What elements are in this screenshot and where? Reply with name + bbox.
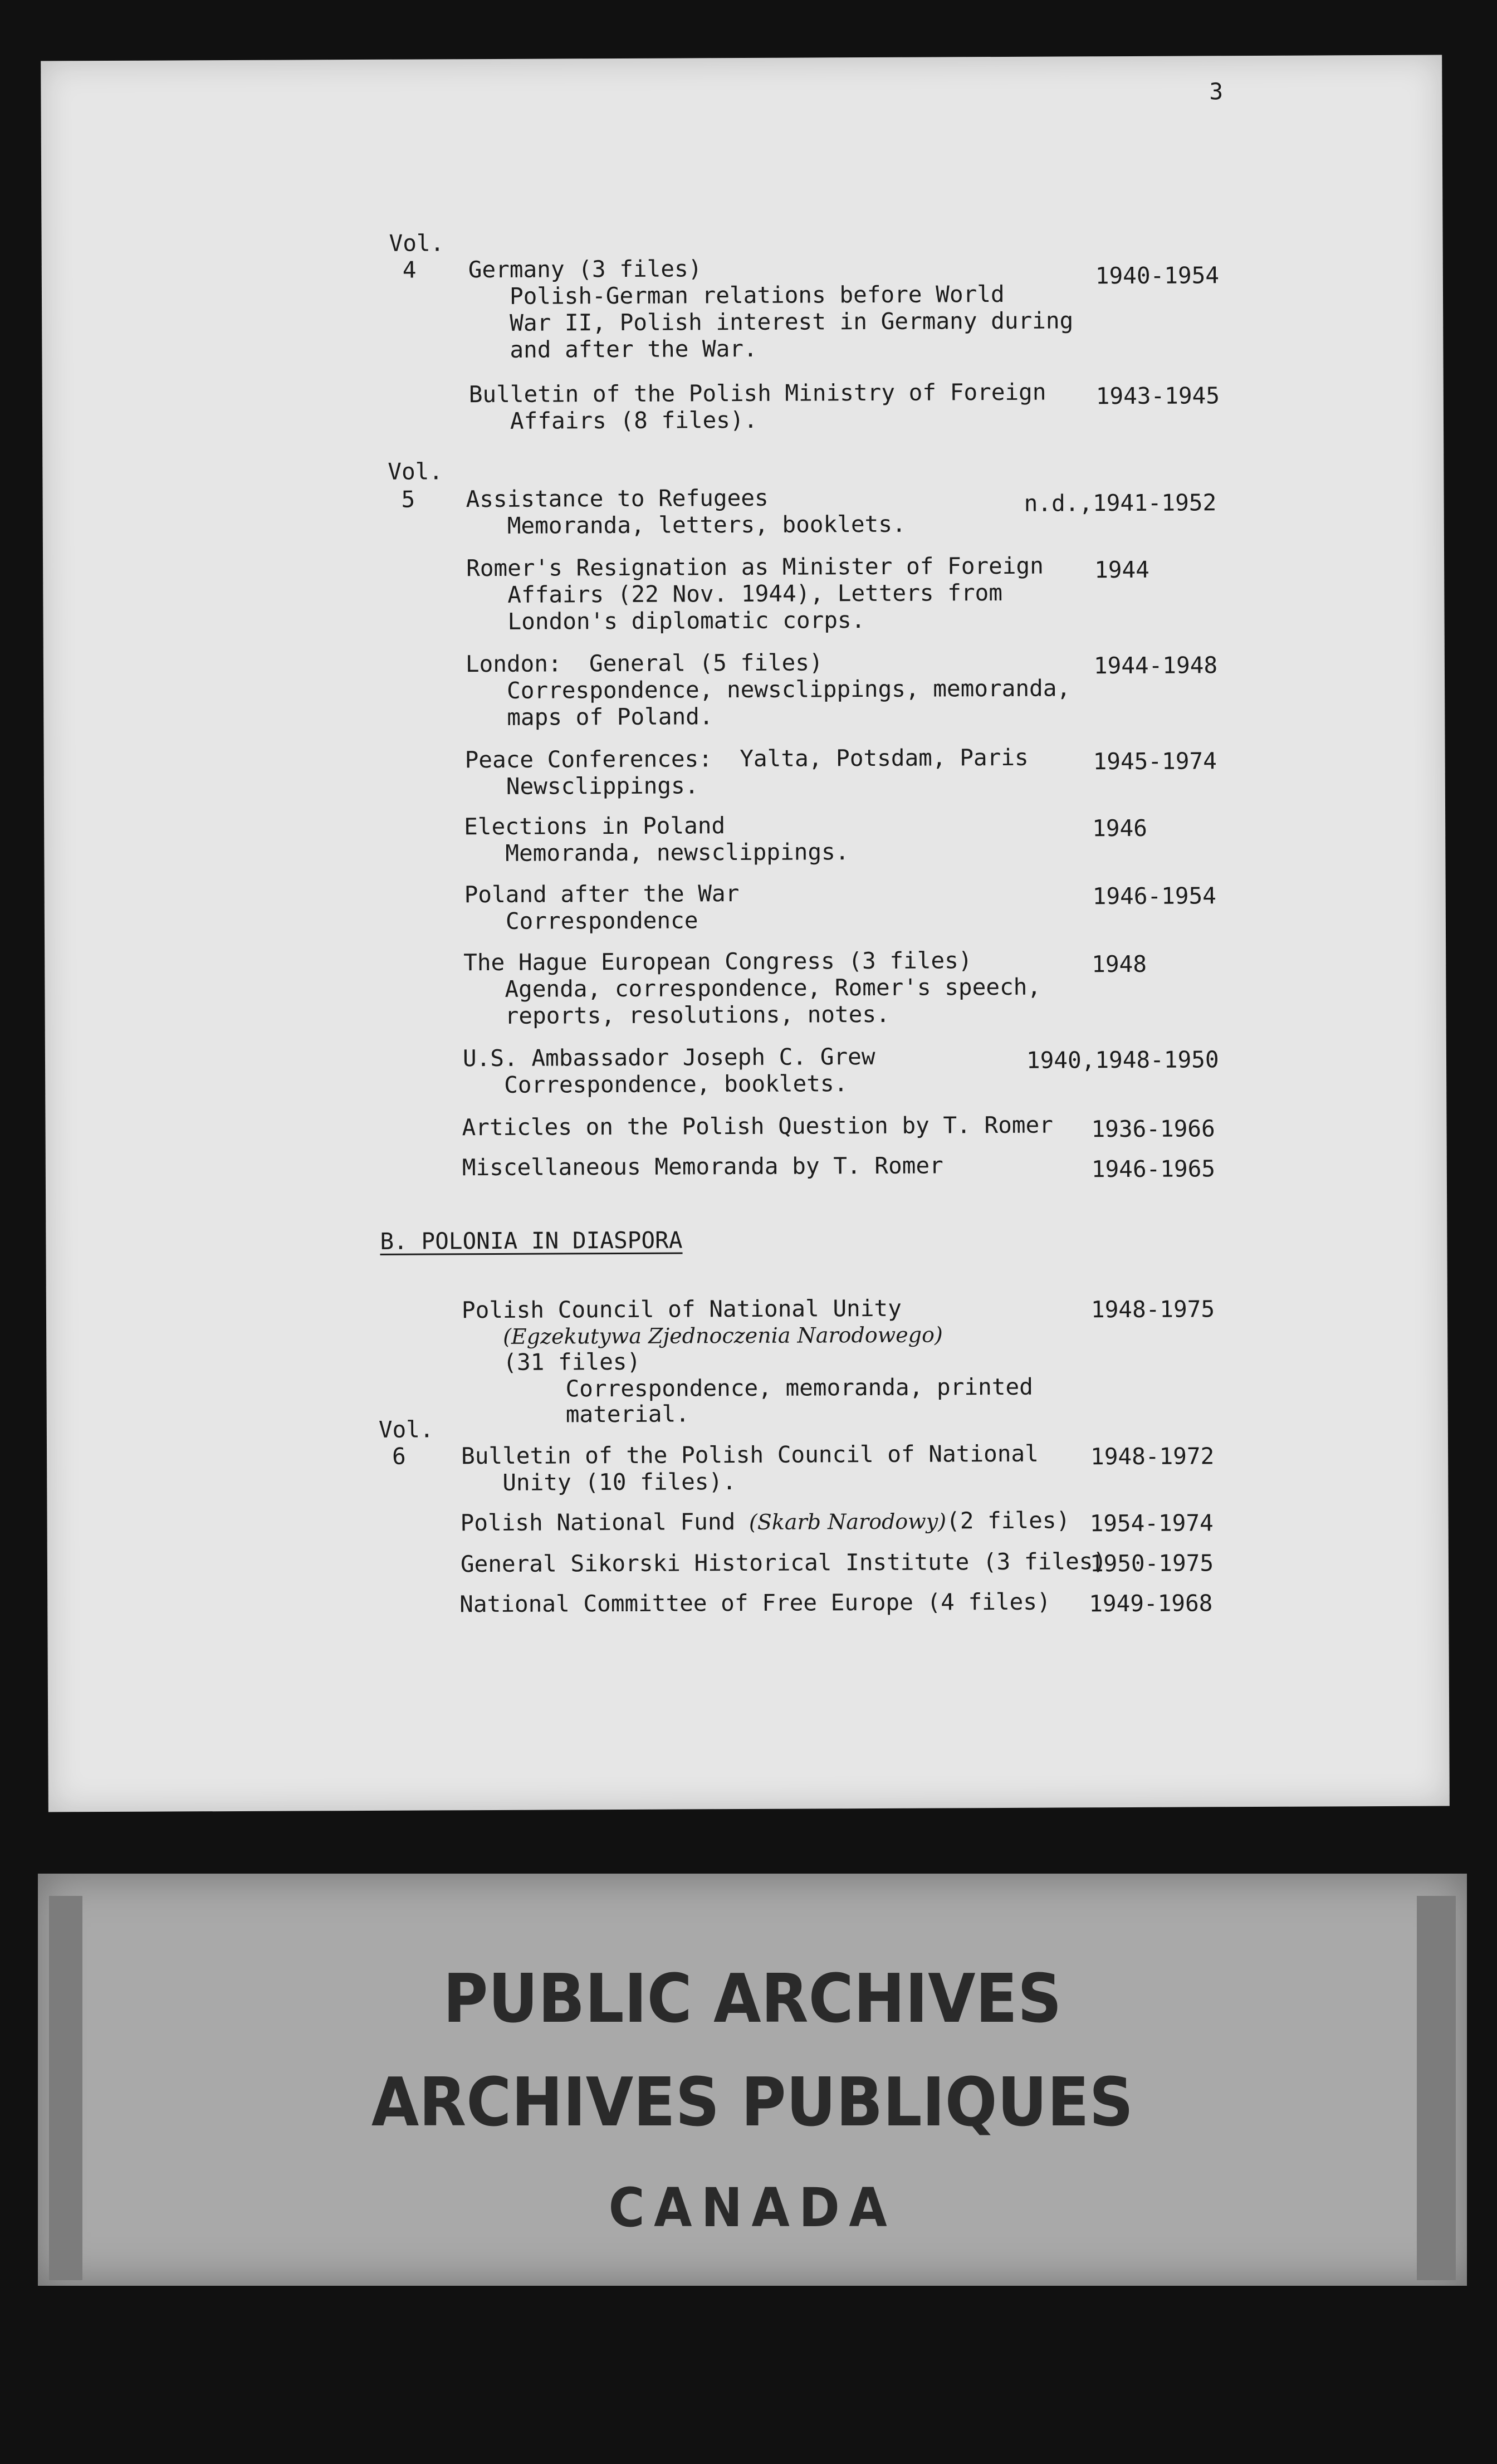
entry-description: War II, Polish interest in Germany during [510, 307, 1074, 336]
entry-description: Correspondence, memoranda, printed [565, 1373, 1033, 1402]
stamp-left-edge [49, 1896, 82, 2280]
entry-title: Poland after the War [464, 880, 740, 908]
stamp-line-country: CANADA [608, 2177, 897, 2239]
entry-title: Elections in Poland [464, 812, 726, 840]
entry-description: Correspondence [505, 907, 698, 935]
entry-title: Miscellaneous Memoranda by T. Romer [462, 1152, 943, 1181]
entry-date: 1954-1974 [1089, 1509, 1214, 1537]
entry-title: London: General (5 files) [465, 649, 823, 678]
entry-date: 1949-1968 [1089, 1590, 1213, 1617]
entry-description: Memoranda, letters, booklets. [507, 510, 906, 539]
document-page [41, 55, 1450, 1812]
entry-date: 1948-1975 [1090, 1295, 1215, 1323]
entry-date: 1948 [1092, 950, 1147, 978]
entry-description: London's diplomatic corps. [507, 607, 865, 635]
entry-date: 1944 [1094, 556, 1150, 584]
entry-title: U.S. Ambassador Joseph C. Grew [462, 1043, 875, 1072]
entry-date: 1948-1972 [1090, 1443, 1215, 1470]
entry-description: Affairs (8 files). [510, 406, 758, 434]
entry-date: 1945-1974 [1093, 747, 1217, 775]
archives-stamp [38, 1874, 1467, 2286]
fund-italic-name: (Skarb Narodowy) [749, 1509, 947, 1534]
page-number: 3 [1209, 78, 1224, 105]
entry-title: Bulletin of the Polish Council of National [461, 1440, 1039, 1470]
vol-label: Vol. [378, 1416, 434, 1443]
entry-title: General Sikorski Historical Institute (3 files) [460, 1548, 1107, 1578]
entry-description: maps of Poland. [507, 703, 713, 731]
entry-description: material. [565, 1400, 690, 1428]
section-heading: B. POLONIA IN DIASPORA [380, 1226, 683, 1255]
entry-date: 1950-1975 [1089, 1549, 1214, 1577]
entry-date: 1944-1948 [1093, 652, 1218, 679]
entry-title: Assistance to Refugees [466, 484, 769, 513]
entry-description: Correspondence, newsclippings, memoranda, [506, 674, 1071, 704]
entry-description: Unity (10 files). [502, 1468, 737, 1496]
entry-title: Polish Council of National Unity [461, 1294, 902, 1324]
entry-italic-name: (Egzekutywa Zjednoczenia Narodowego) [503, 1322, 943, 1349]
stamp-line-english: PUBLIC ARCHIVES [443, 1961, 1062, 2038]
stamp-line-french: ARCHIVES PUBLIQUES [371, 2064, 1134, 2142]
entry-title: Bulletin of the Polish Ministry of Foreign [468, 378, 1046, 408]
entry-title: Articles on the Polish Question by T. Romer [462, 1111, 1054, 1141]
stamp-right-edge [1417, 1896, 1456, 2280]
entry-date: 1946-1954 [1092, 882, 1216, 910]
entry-date: 1946 [1092, 814, 1148, 842]
entry-title: Romer's Resignation as Minister of Foreign [466, 552, 1044, 582]
entry-title: Germany (3 files) [468, 255, 702, 283]
entry-date: n.d.,1941-1952 [1024, 489, 1217, 517]
vol-label: Vol. [389, 229, 444, 257]
vol-label: Vol. [388, 458, 443, 485]
entry-description: and after the War. [510, 335, 757, 363]
entry-files: (31 files) [503, 1348, 641, 1376]
entry-title: National Committee of Free Europe (4 files) [459, 1588, 1051, 1618]
fund-files: (2 files) [946, 1507, 1070, 1534]
entry-date: 1936-1966 [1091, 1115, 1215, 1143]
entry-date: 1940,1948-1950 [1026, 1046, 1219, 1074]
entry-description: Polish-German relations before World [509, 280, 1005, 310]
fund-title-part: Polish National Fund [460, 1508, 750, 1537]
entry-description: Affairs (22 Nov. 1944), Letters from [507, 579, 1003, 608]
vol-number: 4 [402, 256, 417, 283]
entry-title: The Hague European Congress (3 files) [463, 947, 972, 976]
entry-description: Correspondence, booklets. [504, 1070, 848, 1098]
entry-description: Memoranda, newsclippings. [505, 838, 849, 867]
vol-number: 6 [392, 1443, 406, 1470]
entry-title: Peace Conferences: Yalta, Potsdam, Paris [464, 744, 1029, 774]
entry-date: 1943-1945 [1095, 382, 1220, 410]
entry-description: reports, resolutions, notes. [505, 1000, 890, 1029]
entry-title [461, 1507, 1070, 1537]
entry-description: Newsclippings. [506, 772, 699, 800]
entry-description: Agenda, correspondence, Romer's speech, [505, 973, 1041, 1003]
vol-number: 5 [401, 486, 415, 513]
entry-date: 1946-1965 [1091, 1155, 1216, 1183]
entry-date: 1940-1954 [1095, 262, 1220, 290]
